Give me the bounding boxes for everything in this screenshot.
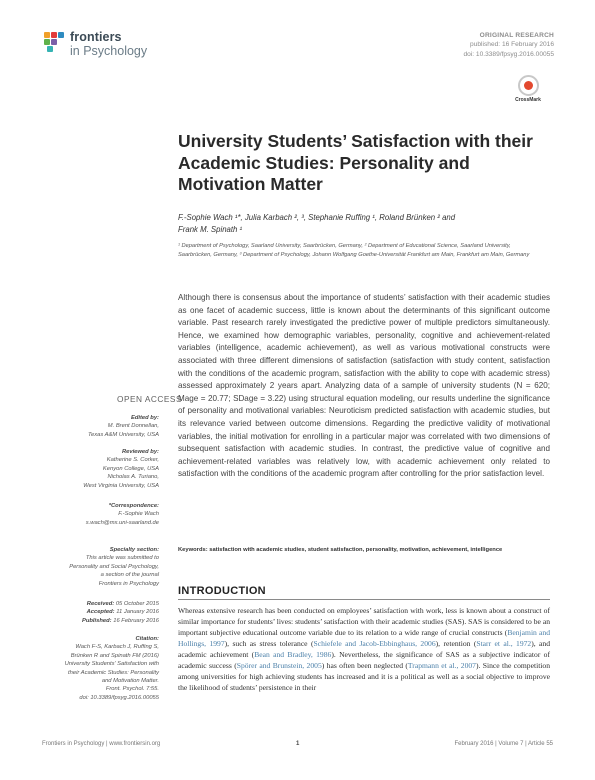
reviewer-affiliation: West Virginia University, USA (83, 482, 159, 489)
intro-text: ). Nevertheless, the significance of SAS as a subjective indicator of academic success ( (178, 650, 550, 671)
authors-line-2: Frank M. Spinath ¹ (178, 225, 243, 234)
specialty-section-block (69, 546, 159, 588)
correspondence-name: F.-Sophie Wach (118, 511, 159, 518)
journal-name-line2: in Psychology (70, 44, 148, 58)
citation-block (65, 635, 159, 702)
article-type: ORIGINAL RESEARCH (479, 32, 554, 39)
edited-by-block (88, 414, 159, 439)
specialty-heading: Specialty section: (109, 547, 159, 553)
published-heading: Published: (81, 617, 112, 624)
section-heading-introduction: INTRODUCTION (178, 585, 266, 597)
citation-link[interactable]: Starr et al., 1972 (476, 639, 532, 649)
citation-line: Brünken R and Spinath FM (2016) (70, 652, 159, 659)
received-line (82, 600, 159, 608)
author-list (178, 212, 548, 236)
specialty-line: a section of the journal (100, 572, 159, 579)
authors-line-1: F.-Sophie Wach ¹*, Julia Karbach ², ³, Stephanie Ruffing ¹, Roland Brünken ² and (178, 213, 456, 222)
citation-heading: Citation: (135, 636, 159, 642)
citation-link[interactable]: Spörer and Brunstein, 2005 (236, 661, 322, 671)
reviewer-name: Nicholas A. Turiano, (107, 474, 159, 481)
editor-name: M. Brent Donnellan, (107, 423, 159, 430)
published-line (82, 617, 159, 625)
edited-by-heading: Edited by: (130, 415, 159, 421)
specialty-line: Frontiers in Psychology (98, 580, 159, 587)
citation-line: and Motivation Matter. (101, 678, 159, 685)
citation-line: Wach F-S, Karbach J, Ruffing S, (75, 644, 159, 651)
specialty-line: Personality and Social Psychology, (69, 563, 159, 570)
citation-link[interactable]: Bean and Bradley, 1986 (254, 650, 332, 660)
citation-link[interactable]: Benjamin and Hollings, 1997 (178, 628, 551, 649)
correspondence-heading: *Correspondence: (108, 503, 159, 509)
intro-text: Whereas extensive research has been conducted on employees’ satisfaction with work, less is known about a construct of similar importance for students’ lives: students’ satisfaction with their academic studies (SAS). SAS is considered to be an important subjective educational outcome variable due to its relation to a wide range of crucial constructs ( (178, 606, 550, 638)
intro-text: ) has often been neglected ( (321, 661, 408, 671)
reviewer-name: Katherine S. Corker, (106, 457, 159, 464)
intro-text: ), and academic achievement ( (178, 639, 550, 660)
article-title: University Students’ Satisfaction with their Academic Studies: Personality and Motivation Matter (178, 131, 533, 194)
correspondence-email[interactable]: s.wach@mx.uni-saarland.de (85, 519, 159, 526)
citation-line: their Academic Studies: Personality (68, 669, 159, 676)
citation-line: Front. Psychol. 7:55. (105, 686, 159, 693)
received-heading: Received: (86, 601, 115, 607)
journal-name-line1: frontiers (70, 30, 122, 44)
reviewed-by-heading: Reviewed by: (121, 449, 159, 455)
published-date-sidebar: 16 February 2016 (113, 617, 159, 624)
specialty-line: This article was submitted to (85, 555, 159, 562)
citation-doi[interactable]: doi: 10.3389/fpsyg.2016.00055 (79, 694, 159, 701)
introduction-paragraph (178, 605, 550, 693)
journal-logo[interactable] (44, 26, 194, 66)
correspondence-block (86, 502, 159, 527)
keywords: Keywords: satisfaction with academic studies, student satisfaction, personality, motivation, achievement, intelligence (178, 547, 503, 553)
reviewer-affiliation: Kenyon College, USA (102, 465, 159, 472)
crossmark-icon (518, 75, 539, 96)
accepted-date: 11 January 2016 (116, 609, 159, 616)
doi-link[interactable]: doi: 10.3389/fpsyg.2016.00055 (463, 50, 554, 58)
frontiers-logo-icon (44, 32, 66, 54)
received-date: 05 October 2015 (115, 601, 159, 607)
footer-journal-link[interactable]: Frontiers in Psychology | www.frontiersin.org (42, 741, 161, 747)
article-meta (463, 31, 554, 59)
intro-text: ), retention ( (435, 639, 477, 649)
page-number: 1 (296, 741, 300, 747)
affiliations: ¹ Department of Psychology, Saarland University, Saarbrücken, Germany, ² Department of Educational Science, Saarland University, Saarbrücken, Germany, ³ Department of Psychology, Johann Wolfgang Goethe-Universität Frankfurt am Main, Frankfurt am Main, Germany (178, 243, 530, 258)
open-access-label: OPEN ACCESS (117, 394, 182, 404)
reviewed-by-block (83, 448, 159, 490)
footer-issue-info: February 2016 | Volume 7 | Article 55 (454, 741, 553, 747)
intro-text: ), such as stress tolerance ( (224, 639, 314, 649)
dates-block (82, 600, 159, 625)
crossmark-badge[interactable] (511, 75, 545, 103)
accepted-line (82, 608, 159, 616)
abstract: Although there is consensus about the importance of students’ satisfaction with their academic studies as one facet of academic success, little is known about the determinants of this significant outcome variable. Past research rarely investigated the predictive power of multiple predictors simultaneously. Hence, we examined how demographic variables, personality, cognitive and achievement-related variables (intelligence, academic achievement), as well as various motivational constructs were associated with three different dimensions of satisfaction (satisfaction with study content, satisfaction with the conditions of the academic program, satisfaction with the ability to cope with academic stress) assessed approximately 2 years apart. Analyzing data of a sample of university students (N = 620; Mage = 20.77; SDage = 3.22) using structural equation modeling, our results underline the significance of personality and motivational variables: Neuroticism predicted satisfaction with academic studies, but its relevance varied between outcome dimensions. Regarding the predictive validity of motivational variables, the initial motivation for enrolling in a particular major was correlated with two dimensions of subsequent satisfaction with academic studies. In contrast, the predictive value of cognitive and achievement-related variables was relatively low, with academic achievement only related to satisfaction with the conditions of the academic program after controlling for the prior satisfaction level. (178, 293, 550, 479)
crossmark-label: CrossMark (515, 97, 541, 103)
editor-affiliation: Texas A&M University, USA (88, 431, 159, 438)
citation-line: University Students’ Satisfaction with (64, 661, 159, 668)
accepted-heading: Accepted: (86, 609, 115, 616)
intro-text: ). Since the competition among universities for high achieving students has increased and it is a political as well as a social objective to improve the likelihood of students’ persistence in their (178, 661, 551, 693)
published-date: published: 16 February 2016 (470, 41, 554, 49)
citation-link[interactable]: Trapmann et al., 2007 (407, 661, 476, 671)
section-divider (178, 599, 550, 600)
citation-link[interactable]: Schiefele and Jacob-Ebbinghaus, 2006 (313, 639, 436, 649)
